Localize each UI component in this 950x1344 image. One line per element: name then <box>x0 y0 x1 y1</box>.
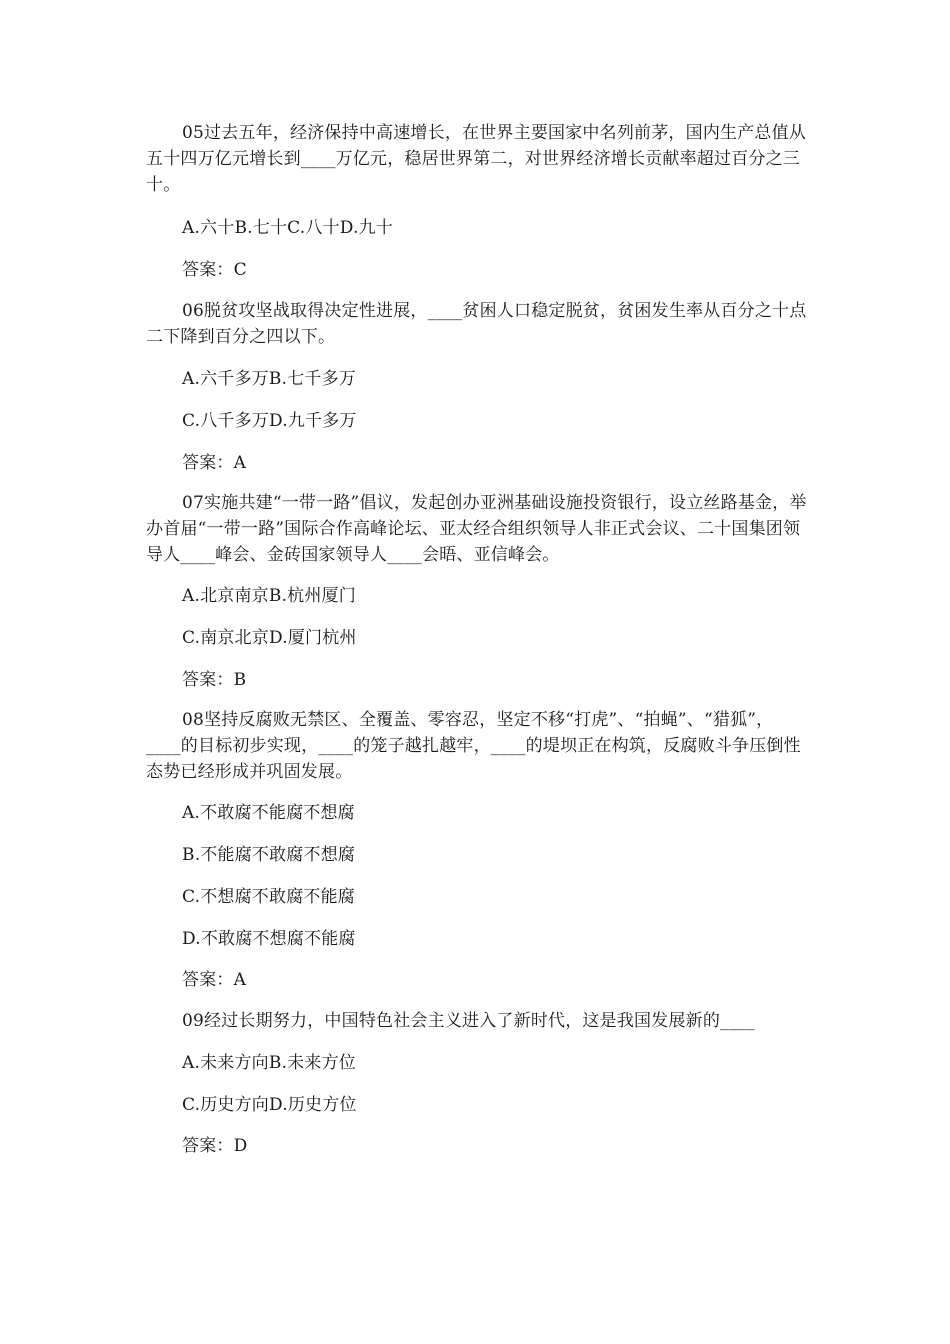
question-05-options: A.六十B.七十C.八十D.九十 <box>182 218 394 238</box>
question-06-text: 06脱贫攻坚战取得决定性进展，____贫困人口稳定脱贫，贫困发生率从百分之十点二下降到百分之四以下。 <box>146 301 807 347</box>
question-06-options-1: A.六千多万B.七千多万 <box>182 369 356 389</box>
question-08-option-a: A.不敢腐不能腐不想腐 <box>182 803 355 823</box>
question-09-options-1: A.未来方向B.未来方位 <box>182 1053 356 1073</box>
question-07-options-2: C.南京北京D.厦门杭州 <box>182 628 357 648</box>
question-08-answer: 答案：A <box>182 970 247 990</box>
question-05-answer: 答案：C <box>182 260 247 280</box>
question-06-answer: 答案：A <box>182 453 247 473</box>
question-08-text: 08坚持反腐败无禁区、全覆盖、零容忍，坚定不移“打虎”、“拍蝇”、“猎狐”，____的目标初步实现，____的笼子越扎越牢，____的堤坝正在构筑，反腐败斗争压倒性态势已经形成并巩固发展。 <box>146 710 801 782</box>
question-06-options-2: C.八千多万D.九千多万 <box>182 411 357 431</box>
question-08-option-b: B.不能腐不敢腐不想腐 <box>182 845 356 865</box>
question-09-answer: 答案：D <box>182 1136 248 1156</box>
question-09-options-2: C.历史方向D.历史方位 <box>182 1095 357 1115</box>
question-09-text: 09经过长期努力，中国特色社会主义进入了新时代，这是我国发展新的____ <box>182 1011 755 1031</box>
question-05-text: 05过去五年，经济保持中高速增长，在世界主要国家中名列前茅，国内生产总值从五十四万亿元增长到____万亿元，稳居世界第二，对世界经济增长贡献率超过百分之三十。 <box>146 123 807 195</box>
question-07-answer: 答案：B <box>182 670 247 690</box>
question-07-text: 07实施共建“一带一路”倡议，发起创办亚洲基础设施投资银行，设立丝路基金，举办首届“一带一路”国际合作高峰论坛、亚太经合组织领导人非正式会议、二十国集团领导人____峰会、金砖国家领导人____会晤、亚信峰会。 <box>146 493 807 565</box>
question-08-option-c: C.不想腐不敢腐不能腐 <box>182 887 356 907</box>
question-08-option-d: D.不敢腐不想腐不能腐 <box>182 929 356 949</box>
question-07-options-1: A.北京南京B.杭州厦门 <box>182 586 356 606</box>
